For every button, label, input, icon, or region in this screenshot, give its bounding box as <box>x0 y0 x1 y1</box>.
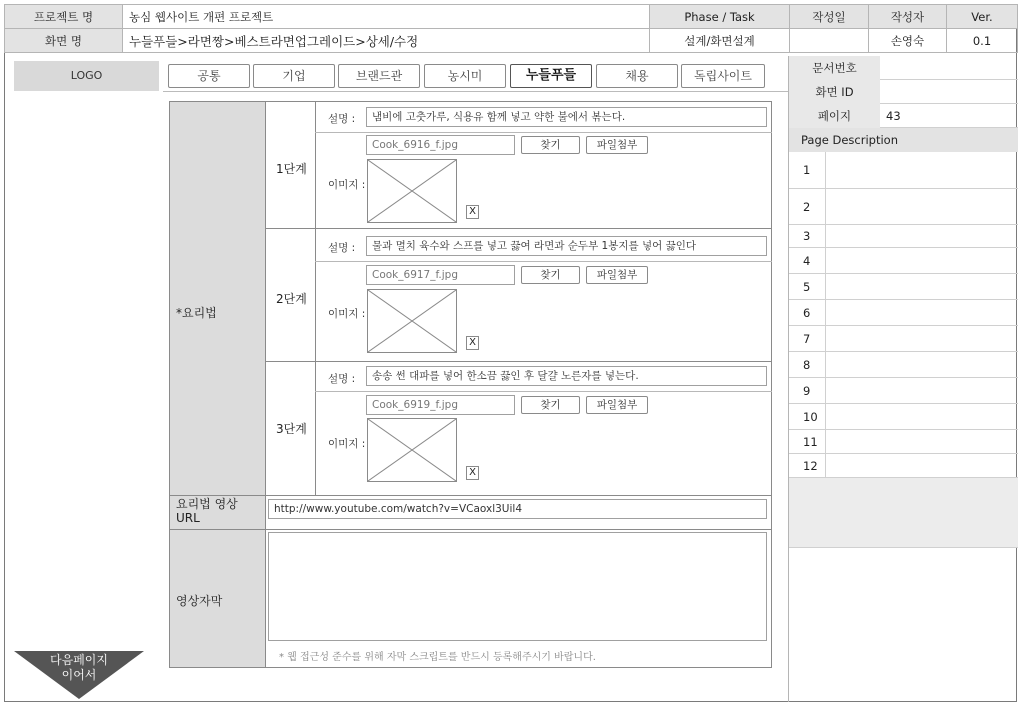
step-3-description-input[interactable]: 송송 썬 대파를 넣어 한소끔 끓인 후 달걀 노른자를 넣는다. <box>366 366 767 386</box>
nav-tab-noodle[interactable]: 누들푸들 <box>510 64 592 88</box>
divider <box>265 102 266 668</box>
next-page-indicator[interactable] <box>14 651 144 699</box>
description-item <box>789 352 1018 378</box>
recipe-label: *요리법 <box>176 306 217 320</box>
divider <box>170 529 772 530</box>
nav-tab-company[interactable]: 기업 <box>253 64 335 88</box>
video-url-input[interactable]: http://www.youtube.com/watch?v=VCaoxl3Uil4 <box>268 499 767 519</box>
description-item <box>789 454 1018 478</box>
video-url-label-line2: URL <box>176 511 200 525</box>
step-3-image-placeholder <box>367 418 457 482</box>
subtitle-textarea[interactable] <box>268 532 767 641</box>
recipe-form <box>169 101 772 668</box>
author-value: 손영숙 <box>869 29 947 53</box>
divider <box>315 391 772 392</box>
description-item <box>789 152 1018 189</box>
screen-id-label: 화면 ID <box>789 80 880 104</box>
nav-tab-common[interactable]: 공통 <box>168 64 250 88</box>
screen-value: 누들푸들>라면짱>베스트라면업그레이드>상세/수정 <box>123 29 650 53</box>
label-column <box>170 102 265 667</box>
image-placeholder-icon <box>368 160 456 222</box>
description-item-number: 10 <box>789 404 826 429</box>
nav-tab-independent[interactable]: 독립사이트 <box>681 64 765 88</box>
page-value: 43 <box>886 109 901 123</box>
next-page-line2: 이어서 <box>61 668 97 682</box>
nav-tab-recruit[interactable]: 채용 <box>596 64 678 88</box>
step-1-image-placeholder <box>367 159 457 223</box>
screen-label: 화면 명 <box>5 29 123 53</box>
screen-id-row <box>789 80 1018 104</box>
doc-no-label: 문서번호 <box>789 56 880 80</box>
step-3-attach-button[interactable]: 파일첨부 <box>586 396 648 414</box>
project-label: 프로젝트 명 <box>5 5 123 29</box>
page-label: 페이지 <box>789 104 880 128</box>
step-2-description-input[interactable]: 물과 멸치 육수와 스프를 넣고 끓여 라면과 순두부 1봉지를 넣어 끓인다 <box>366 236 767 256</box>
document-header <box>4 4 1018 53</box>
date-value <box>790 29 869 53</box>
image-label: 이미지 : <box>328 308 366 320</box>
divider <box>315 261 772 262</box>
description-item-number: 6 <box>789 300 826 325</box>
description-item-number: 3 <box>789 225 826 247</box>
date-label: 작성일 <box>790 5 869 29</box>
step-2-attach-button[interactable]: 파일첨부 <box>586 266 648 284</box>
description-item <box>789 300 1018 326</box>
image-placeholder-icon <box>368 419 456 481</box>
step-2-find-button[interactable]: 찾기 <box>521 266 580 284</box>
description-item <box>789 326 1018 352</box>
step-1-attach-button[interactable]: 파일첨부 <box>586 136 648 154</box>
video-url-label <box>176 497 238 525</box>
subtitle-note: * 웹 접근성 준수를 위해 자막 스크립트를 반드시 등록해주시기 바랍니다. <box>279 652 596 663</box>
page-description-label: Page Description <box>789 128 1018 152</box>
subtitle-label: 영상자막 <box>176 594 223 608</box>
step-3-label: 3단계 <box>276 422 307 436</box>
description-item <box>789 404 1018 430</box>
divider <box>315 132 772 133</box>
description-item-number: 1 <box>789 152 826 188</box>
description-item-number: 4 <box>789 248 826 273</box>
divider <box>315 102 316 495</box>
step-3-delete-image-button[interactable]: X <box>466 466 479 480</box>
description-item-number: 11 <box>789 430 826 453</box>
step-2-delete-image-button[interactable]: X <box>466 336 479 350</box>
description-item <box>789 378 1018 404</box>
nav-tab-brand[interactable]: 브랜드관 <box>338 64 420 88</box>
version-value: 0.1 <box>947 29 1018 53</box>
description-item <box>789 248 1018 274</box>
description-label: 설명 : <box>328 373 356 385</box>
image-placeholder-icon <box>368 290 456 352</box>
description-item-number: 9 <box>789 378 826 403</box>
description-item-number: 2 <box>789 189 826 224</box>
project-value: 농심 웹사이트 개편 프로젝트 <box>123 5 650 29</box>
image-label: 이미지 : <box>328 438 366 450</box>
description-item <box>789 274 1018 300</box>
nav-tab-farm[interactable]: 농시미 <box>424 64 506 88</box>
divider <box>170 495 772 496</box>
next-page-line1: 다음페이지 <box>50 653 108 667</box>
step-3-find-button[interactable]: 찾기 <box>521 396 580 414</box>
main-nav <box>163 61 773 91</box>
phase-label: Phase / Task <box>650 5 790 29</box>
step-3-file-input[interactable]: Cook_6919_f.jpg <box>366 395 515 415</box>
description-item-number: 8 <box>789 352 826 377</box>
step-1-description-input[interactable]: 냄비에 고춧가루, 식용유 함께 넣고 약한 불에서 볶는다. <box>366 107 767 127</box>
description-item-number: 5 <box>789 274 826 299</box>
author-label: 작성자 <box>869 5 947 29</box>
description-item-number: 7 <box>789 326 826 351</box>
description-label: 설명 : <box>328 242 356 254</box>
logo: LOGO <box>14 61 159 91</box>
step-1-file-input[interactable]: Cook_6916_f.jpg <box>366 135 515 155</box>
phase-value: 설계/화면설계 <box>650 29 790 53</box>
video-url-label-line1: 요리법 영상 <box>176 497 238 511</box>
step-2-image-placeholder <box>367 289 457 353</box>
description-item <box>789 225 1018 248</box>
step-2-label: 2단계 <box>276 292 307 306</box>
step-2-file-input[interactable]: Cook_6917_f.jpg <box>366 265 515 285</box>
step-1-label: 1단계 <box>276 162 307 176</box>
description-item <box>789 189 1018 225</box>
step-1-delete-image-button[interactable]: X <box>466 205 479 219</box>
page-row <box>789 104 1018 128</box>
description-label: 설명 : <box>328 113 356 125</box>
doc-info-panel <box>788 56 1017 702</box>
version-label: Ver. <box>947 5 1018 29</box>
description-empty-area <box>789 478 1018 548</box>
image-label: 이미지 : <box>328 179 366 191</box>
divider <box>265 361 772 362</box>
step-1-find-button[interactable]: 찾기 <box>521 136 580 154</box>
doc-no-row <box>789 56 1018 80</box>
nav-divider <box>163 91 788 92</box>
description-item-number: 12 <box>789 454 826 477</box>
divider <box>265 228 772 229</box>
description-item <box>789 430 1018 454</box>
